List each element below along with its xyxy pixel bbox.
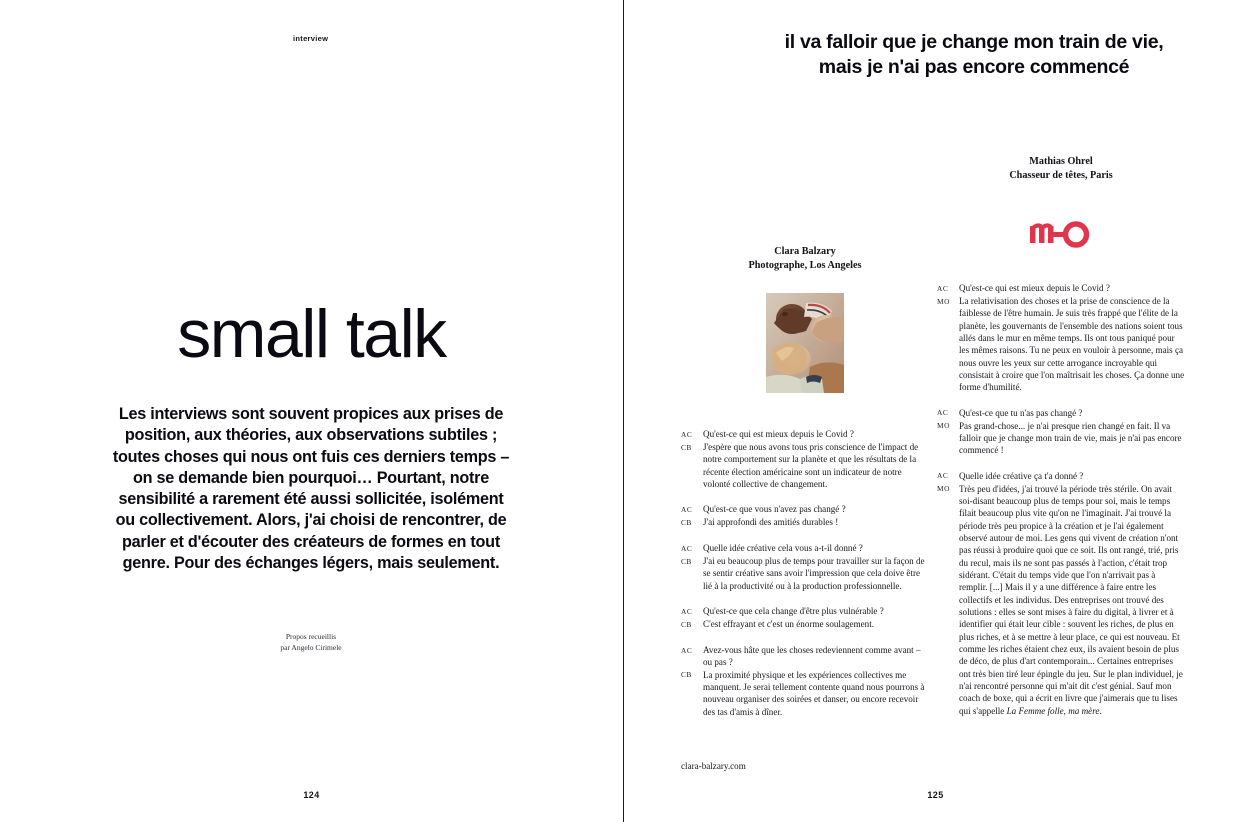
left-page [0,0,623,822]
folio-right: 125 [927,790,944,800]
speaker-initials: AC [937,408,949,418]
contributor-role: Chasseur de têtes, Paris [1009,169,1113,181]
speaker-initials: CB [681,619,692,629]
question-text: Qu'est-ce que tu n'as pas changé ? [959,407,1083,418]
answer-row [937,420,1185,457]
qa-block [937,470,1185,717]
speaker-initials: MO [937,484,950,494]
m-o-logo-icon [1029,216,1093,248]
question-text: Qu'est-ce qui est mieux depuis le Covid ? [703,429,854,439]
question-row [681,542,929,555]
question-row [937,470,1185,483]
answer-text: J'ai approfondi des amitiés durables ! [703,517,839,528]
question-row [681,605,929,618]
speaker-initials: CB [681,670,692,680]
answer-text: La relativisation des choses et la prise de conscience de la faiblesse de l'être humain. Je suis très frappé que l'élite de la planète, les gouvernants de l'ensemble des nations soient tous allés dans le mur en même temps. Ils ont tous paniqué pour les mêmes raisons. Tu ne peux en vouloir à personne, mais ça nous ouvre les yeux sur cette arrogance incroyable qui consistait à croire que l'on maîtrisait les choses. Ça donne une forme d'humilité. [959,295,1185,393]
speaker-initials: AC [681,645,693,655]
qa-block [937,407,1185,457]
page-title: small talk [177,296,446,372]
byline-credit [211,631,411,653]
qa-list-mathias-ohrel [937,282,1185,730]
contributor-clara-balzary [681,245,929,272]
qa-list-clara-balzary [681,428,929,731]
contributor-mathias-ohrel [937,155,1185,182]
contributor-role: Photographe, Los Angeles [748,259,862,271]
qa-block [681,605,929,631]
speaker-initials: AC [681,504,693,514]
credit-line-1: Propos recueillis [285,632,337,641]
question-text: Qu'est-ce que cela change d'être plus vulnérable ? [703,606,884,617]
mathias-ohrel-logo [937,216,1185,248]
answer-row [681,516,929,529]
answer-text-long [959,483,1185,718]
question-text: Qu'est-ce que vous n'avez pas changé ? [703,504,846,515]
question-row [681,428,929,441]
speaker-initials: MO [937,421,950,431]
answer-text-part-1: Très peu d'idées, j'ai trouvé la période très stérile. On avait soi-disant beaucoup plus de temps pour soi, mais le temps filait beaucoup plus vite qu'on ne l'imaginait. J'ai trouvé la période très peu propice à la création et je l'ai également observé autour de moi. Les gens qui vivent de création n'ont pas réussi à produire quoi que ce soit. Ils ont rangé, trié, pris du recul, mais ils ne sont pas passés à l'action, c'était trop sidérant. C'était du temps vide que l'on n'arrivait pas à remplir. [...] Mais il y a une différence à faire entre les collectifs et les individus. Des entreprises ont trouvé des solutions : elles se sont mises à faire du digital, à livrer et à identifier qui était leur cible : souvent les riches, de plus en plus riches, et à se mettre à leur place, ce qui est nouveau. Et comme les riches étaient chez eux, ils avaient besoin de plus de déco, de plus d'art contemporain... Certaines entreprises ont très bien tiré leur épingle du jeu. Sur le plan individuel, je n'ai rencontré personne qui m'ait dit c'est génial. Sauf mon coach de boxe, qui a écrit en livre que j'aimerais que tu lises qui s'appelle [959,483,1183,716]
question-row [681,503,929,516]
speaker-initials: AC [681,543,693,553]
question-text: Avez-vous hâte que les choses redeviennent comme avant – ou pas ? [703,645,921,668]
question-row [681,644,929,669]
running-head-interview: interview [293,34,329,43]
answer-row [681,669,929,718]
qa-block [681,644,929,718]
question-text: Qu'est-ce qui est mieux depuis le Covid ? [959,283,1110,293]
speaker-initials: CB [681,556,692,566]
question-text: Quelle idée créative ça t'a donné ? [959,470,1084,481]
answer-row [937,295,1185,394]
qa-block [681,428,929,490]
speaker-initials: CB [681,442,692,452]
credit-line-2: par Angelo Cirimele [280,643,342,652]
speaker-initials: CB [681,517,692,527]
website-link-clara-balzary[interactable]: clara-balzary.com [681,761,746,771]
standfirst-intro: Les interviews sont souvent propices aux prises de position, aux théories, aux observations subtiles ; toutes choses qui nous ont fuis ces derniers temps – on se demande bien pourquoi… Pourtant, notre sensibilité a rarement été aussi sollicitée, isolément ou collectivement. Alors, j'ai choisi de rencontrer, de parler et d'écouter des créateurs de formes en tout genre. Pour des échanges légers, mais seulement. [112,405,510,573]
contributor-name: Mathias Ohrel [1029,156,1093,167]
question-text: Quelle idée créative cela vous a-t-il donné ? [703,543,863,554]
answer-row [681,555,929,592]
contributor-name: Clara Balzary [774,246,836,257]
answer-row [681,441,929,490]
answer-text: La proximité physique et les expériences collectives me manquent. Je serai tellement contente quand nous pourrons à nouveau organiser des soirées et danser, ou encore recevoir des tas d'amis à dîner. [703,669,925,717]
pull-quote: il va falloir que je change mon train de vie, mais je n'ai pas encore commencé [784,31,1164,78]
portrait-photo [766,293,844,393]
answer-text-part-2: . [1099,705,1102,716]
qa-block [937,282,1185,394]
speaker-initials: MO [937,296,950,306]
question-row [937,282,1185,295]
speaker-initials: AC [937,283,949,293]
folio-left: 124 [303,790,320,800]
answer-row [937,483,1185,718]
question-row [937,407,1185,420]
spread-gutter-line [623,0,624,822]
answer-text: J'ai eu beaucoup plus de temps pour travailler sur la façon de se sentir créative sans avoir l'impression que cela doive être lié à la productivité ou à la production professionnelle. [703,556,925,591]
speaker-initials: AC [681,606,693,616]
qa-block [681,542,929,592]
speaker-initials: AC [681,429,693,439]
portrait-image [766,293,844,393]
answer-row [681,618,929,631]
answer-text: J'espère que nous avons tous pris conscience de l'impact de notre comportement sur la planète et que les résultats de la récente élection américaine sont un indicateur de notre volonté collective de changement. [703,441,919,489]
book-title: La Femme folle, ma mère [1006,705,1100,716]
answer-text: Pas grand-chose... je n'ai presque rien changé en fait. Il va falloir que je change mon train de vie, mais je n'ai pas encore commencé ! [959,420,1182,456]
answer-text: C'est effrayant et c'est un énorme soulagement. [703,619,875,630]
qa-block [681,503,929,529]
speaker-initials: AC [937,471,949,481]
